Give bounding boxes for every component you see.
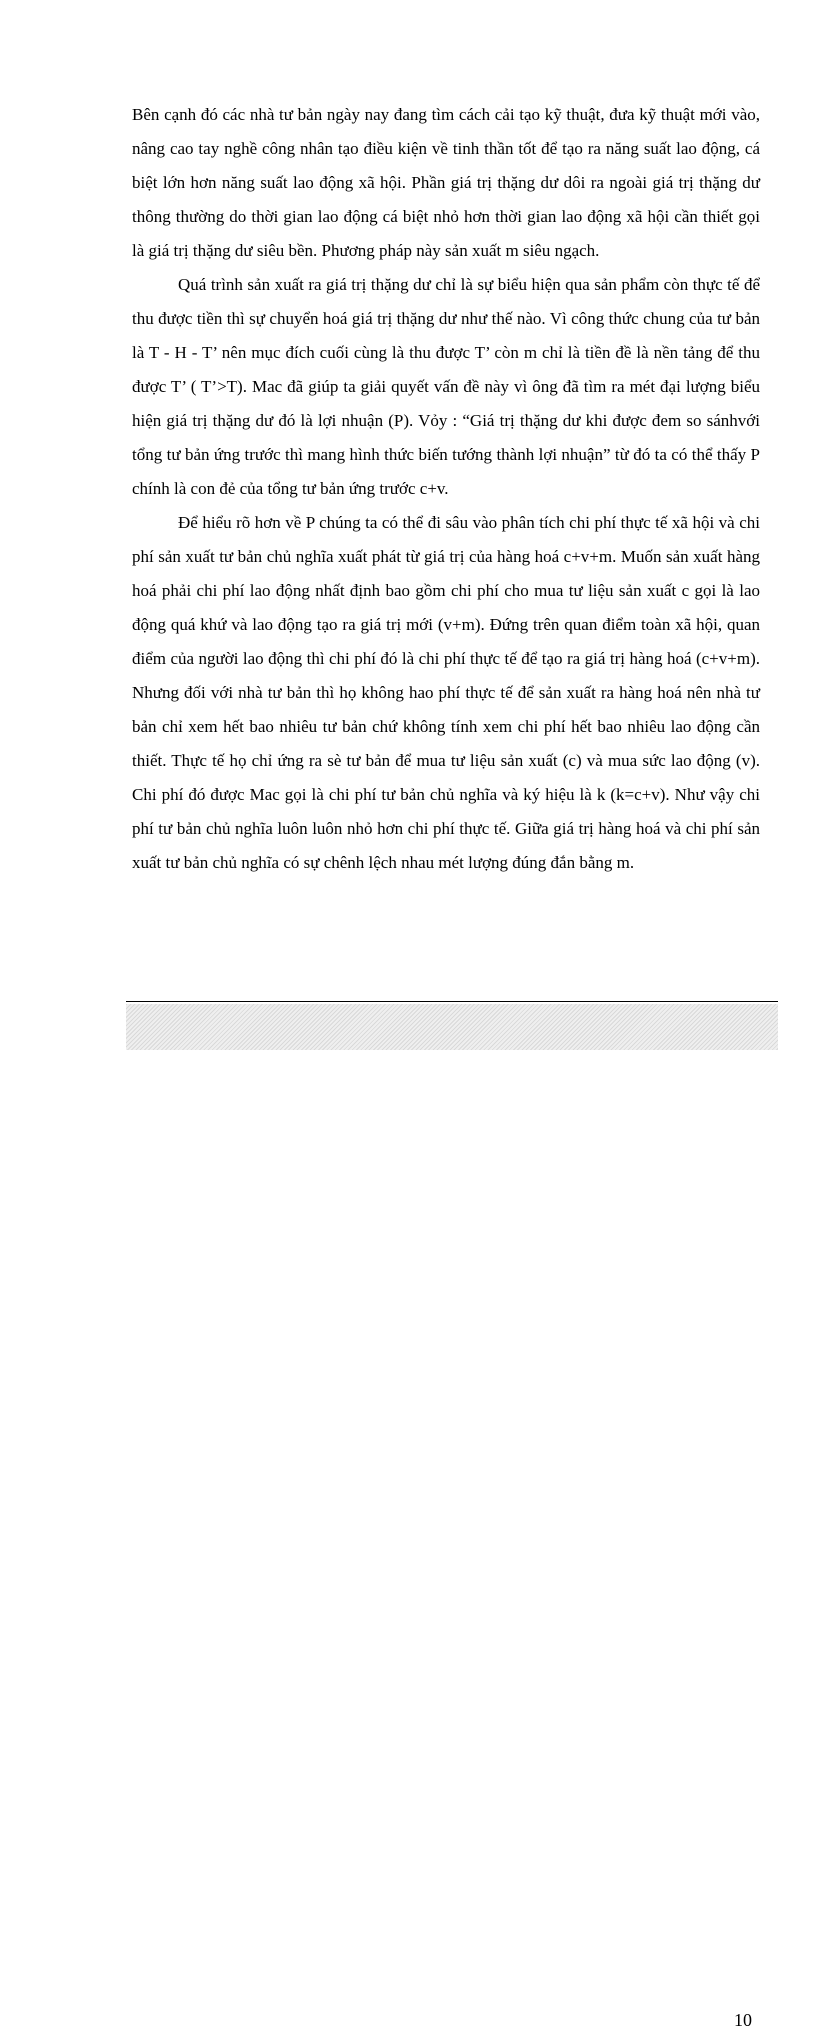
page-number: 10 — [734, 2010, 752, 2030]
footer-divider — [126, 1001, 778, 1002]
document-body — [132, 98, 760, 880]
paragraph-3: Để hiểu rõ hơn về P chúng ta có thể đi sâu vào phân tích chi phí thực tế xã hội và chi phí sản xuất tư bản chủ nghĩa xuất phát từ giá trị của hàng hoá c+v+m. Muốn sản xuất hàng hoá phải chi phí lao động nhất định bao gồm chi phí cho mua tư liệu sản xuất c gọi là lao động quá khứ và lao động tạo ra giá trị mới (v+m). Đứng trên quan điểm toàn xã hội, quan điểm của người lao động thì chi phí đó là chi phí thực tế để tạo ra giá trị hàng hoá (c+v+m). Nhưng đối với nhà tư bản thì họ không hao phí thực tế để sản xuất ra hàng hoá nên nhà tư bản chỉ xem hết bao nhiêu tư bản chứ không tính xem chi phí hết bao nhiêu lao động cần thiết. Thực tế họ chỉ ứng ra sè tư bản để mua tư liệu sản xuất (c) và mua sức lao động (v). Chi phí đó được Mac gọi là chi phí tư bản chủ nghĩa và ký hiệu là k (k=c+v). Như vậy chi phí tư bản chủ nghĩa luôn luôn nhỏ hơn chi phí thực tế. Giữa giá trị hàng hoá và chi phí sản xuất tư bản chủ nghĩa có sự chênh lệch nhau mét lượng đúng đắn bằng m. — [132, 513, 760, 872]
page-footer — [126, 1004, 778, 2030]
paragraph-1: Bên cạnh đó các nhà tư bản ngày nay đang tìm cách cải tạo kỹ thuật, đưa kỹ thuật mới vào, nâng cao tay nghề công nhân tạo điều kiện về tinh thần tốt để tạo ra năng suất lao động, cá biệt lớn hơn năng suất lao động xã hội. Phần giá trị thặng dư dôi ra ngoài giá trị thặng dư thông thường do thời gian lao động cá biệt nhỏ hơn thời gian lao động xã hội cần thiết gọi là giá trị thặng dư siêu bền. Phương pháp này sản xuất m siêu ngạch. — [132, 105, 760, 260]
paragraph-2: Quá trình sản xuất ra giá trị thặng dư chỉ là sự biểu hiện qua sản phẩm còn thực tế để thu được tiền thì sự chuyển hoá giá trị thặng dư như thế nào. Vì công thức chung của tư bản là T - H - T’ nên mục đích cuối cùng là thu được T’ còn m chỉ là tiền đề là nền tảng để thu được T’ ( T’>T). Mac đã giúp ta giải quyết vấn đề này vì ông đã tìm ra mét đại lượng biểu hiện giá trị thặng dư đó là lợi nhuận (P). Vỏy : “Giá trị thặng dư khi được đem so sánhvới tổng tư bản ứng trước thì mang hình thức biến tướng thành lợi nhuận” từ đó ta có thể thấy P chính là con đẻ của tổng tư bản ứng trước c+v. — [132, 275, 760, 498]
